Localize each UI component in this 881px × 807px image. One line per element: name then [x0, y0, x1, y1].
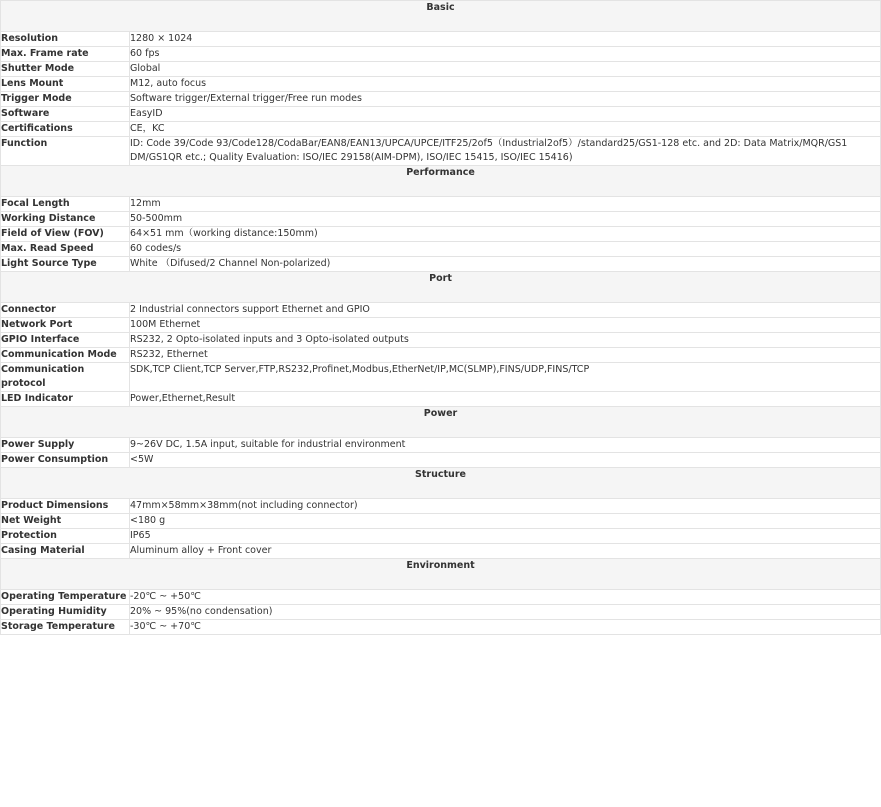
spec-value: 9~26V DC, 1.5A input, suitable for industrial environment [130, 438, 881, 453]
section-header-row [1, 559, 881, 590]
table-row [1, 197, 881, 212]
spec-value: 20% ~ 95%(no condensation) [130, 605, 881, 620]
section-header-row [1, 1, 881, 32]
table-row [1, 242, 881, 257]
table-row [1, 212, 881, 227]
table-row [1, 363, 881, 392]
spec-label: Resolution [1, 32, 130, 47]
table-row [1, 122, 881, 137]
spec-value: M12, auto focus [130, 77, 881, 92]
spec-label: Working Distance [1, 212, 130, 227]
spec-label: Field of View (FOV) [1, 227, 130, 242]
spec-value: 12mm [130, 197, 881, 212]
table-row [1, 303, 881, 318]
table-row [1, 620, 881, 635]
table-row [1, 47, 881, 62]
spec-label: Max. Read Speed [1, 242, 130, 257]
section-header-row [1, 407, 881, 438]
spec-label: Communication protocol [1, 363, 130, 392]
table-row [1, 92, 881, 107]
spec-label: Operating Humidity [1, 605, 130, 620]
table-row [1, 107, 881, 122]
table-row [1, 453, 881, 468]
table-row [1, 348, 881, 363]
spec-value: -20℃ ~ +50℃ [130, 590, 881, 605]
spec-value: 1280 × 1024 [130, 32, 881, 47]
section-header-row [1, 272, 881, 303]
spec-label: LED Indicator [1, 392, 130, 407]
spec-label: Operating Temperature [1, 590, 130, 605]
spec-label: Lens Mount [1, 77, 130, 92]
section-title: Power [1, 407, 881, 438]
section-title: Performance [1, 166, 881, 197]
table-row [1, 514, 881, 529]
spec-value: Software trigger/External trigger/Free run modes [130, 92, 881, 107]
spec-label: Casing Material [1, 544, 130, 559]
spec-value: CE，KC [130, 122, 881, 137]
section-title: Basic [1, 1, 881, 32]
table-row [1, 438, 881, 453]
spec-label: Max. Frame rate [1, 47, 130, 62]
spec-label: Communication Mode [1, 348, 130, 363]
spec-label: Net Weight [1, 514, 130, 529]
spec-table-body [1, 1, 881, 635]
table-row [1, 77, 881, 92]
spec-value: ID: Code 39/Code 93/Code128/CodaBar/EAN8/EAN13/UPCA/UPCE/ITF25/2of5（Industrial2of5）/standard25/GS1-128 etc. and 2D: Data Matrix/MQR/GS1 DM/GS1QR etc.; Quality Evaluation: ISO/IEC 29158(AIM-DPM), ISO/IEC 15415, ISO/IEC 15416) [130, 137, 881, 166]
table-row [1, 137, 881, 166]
spec-value: Power,Ethernet,Result [130, 392, 881, 407]
spec-value: 64×51 mm（working distance:150mm) [130, 227, 881, 242]
section-title: Port [1, 272, 881, 303]
table-row [1, 590, 881, 605]
spec-value: Global [130, 62, 881, 77]
spec-label: Software [1, 107, 130, 122]
spec-value: 60 codes/s [130, 242, 881, 257]
spec-label: Connector [1, 303, 130, 318]
table-row [1, 529, 881, 544]
spec-label: Network Port [1, 318, 130, 333]
spec-value: 100M Ethernet [130, 318, 881, 333]
section-title: Structure [1, 468, 881, 499]
spec-label: Power Supply [1, 438, 130, 453]
section-header-row [1, 468, 881, 499]
spec-label: GPIO Interface [1, 333, 130, 348]
spec-label: Light Source Type [1, 257, 130, 272]
table-row [1, 318, 881, 333]
spec-value: RS232, Ethernet [130, 348, 881, 363]
spec-label: Shutter Mode [1, 62, 130, 77]
spec-value: -30℃ ~ +70℃ [130, 620, 881, 635]
spec-label: Product Dimensions [1, 499, 130, 514]
spec-label: Trigger Mode [1, 92, 130, 107]
spec-value: <180 g [130, 514, 881, 529]
spec-value: White （Difused/2 Channel Non-polarized) [130, 257, 881, 272]
spec-value: 2 Industrial connectors support Ethernet and GPIO [130, 303, 881, 318]
section-header-row [1, 166, 881, 197]
spec-value: SDK,TCP Client,TCP Server,FTP,RS232,Profinet,Modbus,EtherNet/IP,MC(SLMP),FINS/UDP,FINS/TCP [130, 363, 881, 392]
table-row [1, 333, 881, 348]
spec-value: 50-500mm [130, 212, 881, 227]
spec-label: Storage Temperature [1, 620, 130, 635]
table-row [1, 32, 881, 47]
table-row [1, 257, 881, 272]
spec-label: Function [1, 137, 130, 166]
spec-value: EasyID [130, 107, 881, 122]
table-row [1, 227, 881, 242]
spec-label: Certifications [1, 122, 130, 137]
spec-label: Focal Length [1, 197, 130, 212]
spec-label: Protection [1, 529, 130, 544]
table-row [1, 544, 881, 559]
spec-value: IP65 [130, 529, 881, 544]
spec-value: RS232, 2 Opto-isolated inputs and 3 Opto-isolated outputs [130, 333, 881, 348]
spec-value: Aluminum alloy + Front cover [130, 544, 881, 559]
spec-value: 47mm×58mm×38mm(not including connector) [130, 499, 881, 514]
table-row [1, 605, 881, 620]
table-row [1, 62, 881, 77]
spec-value: <5W [130, 453, 881, 468]
table-row [1, 392, 881, 407]
section-title: Environment [1, 559, 881, 590]
spec-value: 60 fps [130, 47, 881, 62]
spec-label: Power Consumption [1, 453, 130, 468]
table-row [1, 499, 881, 514]
